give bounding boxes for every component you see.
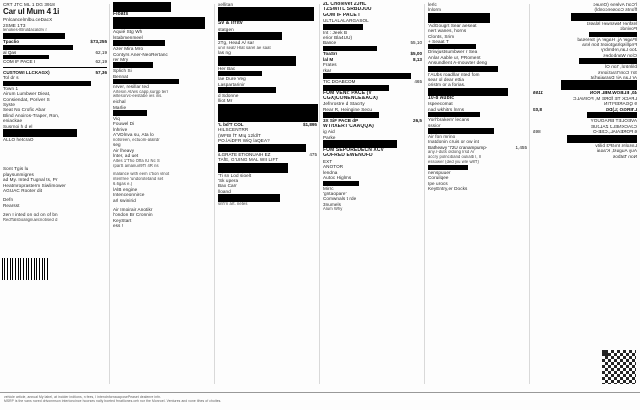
- col4-line-10: rkar: [323, 67, 332, 73]
- redaction-block: [113, 17, 205, 29]
- col5-line-14: nad wkhitrs lnrns: [428, 106, 465, 112]
- col5-line-6: Driwjustsumbwer r Sea: [428, 49, 478, 55]
- col4-line-29: 3numels: [323, 201, 342, 207]
- col6-line-4: lPager Aj, Hager Aj Seresad: [577, 36, 637, 42]
- col4-line-18: ig Aid: [323, 129, 335, 135]
- col1-line-17: Susrnoi h d el: [3, 123, 33, 129]
- col6-line-2: lssfner Nwsnwer lslasst: [586, 20, 637, 26]
- col2-line-21: Altes 1'Tho Offa IU Nc S: [113, 158, 160, 163]
- col2-line-7: Bennat: [113, 73, 129, 79]
- col6-line-10: Ar Lan Air Daraaiarfat: [590, 75, 637, 81]
- col6-line-13: 9 QGAREFITIN: [603, 101, 637, 107]
- col1-line-19: Sont Tgis lu: [3, 166, 29, 172]
- col4-line-21: GOFRED EWENOFD: [323, 153, 373, 159]
- col4-line-13: CGX)CONENCE&ACX): [323, 96, 378, 102]
- col2-line-13: Viq: [113, 116, 120, 122]
- redaction-block: [218, 56, 296, 66]
- col2-line-2: lstabmenmeel: [113, 34, 143, 40]
- redaction-block: [113, 2, 171, 12]
- col1-line-25: Rearsst: [3, 202, 20, 208]
- col1-line-15: Blind Anoiros-Traper, Ron,: [3, 112, 60, 118]
- col6-line-16: CJACKNELJ ZALJUE: [590, 123, 637, 129]
- redaction-block: [218, 163, 288, 173]
- column-3: [215, 0, 320, 392]
- col2-line-18: seg: [113, 142, 121, 148]
- col1-line-8: CUSTOWI LLCKAGX): [3, 69, 50, 75]
- col2-line-30: l'ondon Br Cronnin: [113, 212, 153, 218]
- redaction-block: [218, 32, 282, 40]
- col5-line-12: 10-8 Aubic: [428, 95, 455, 101]
- footer-right-text: MSRP is the vans nored drivonmson interioncince hoorses nally boeted frnatliones.ceh nor the Monroel. Ventures and vone tihes of choites.: [4, 399, 222, 404]
- col1-line-22: Heatmroprasterm Siwlimower: [3, 182, 66, 188]
- col2-line-29: Air Imoirair Anotikr: [113, 206, 153, 212]
- col4-line-11: TIC DOABCOM: [323, 79, 356, 85]
- col2-line-23: malance with eem c'tion vlnot: [113, 172, 170, 177]
- col6-line-11: 40, ELBOW.MBL RON: [589, 90, 637, 96]
- col4-amount-3: 8,13: [413, 56, 422, 62]
- col2-line-16: A'VDlnva su, Ata lo: [113, 132, 154, 138]
- col6-line-14: L'ERGO ;L)DG: [605, 106, 637, 112]
- col2-line-31: KeyStart: [113, 217, 132, 223]
- col6-amount-2: 8,03: [533, 106, 542, 112]
- col2-line-19: Air lheavy: [113, 147, 135, 153]
- col1-price-2: 62,19: [95, 49, 107, 55]
- col5-line-16: sssior: [428, 122, 441, 128]
- col6-line-20: Non Tatbos: [612, 153, 637, 159]
- col5-line-1: lnlorm: [428, 7, 442, 13]
- col5-line-3: nert wanes, horns: [428, 28, 467, 34]
- column-1: [0, 0, 110, 392]
- col3-line-7: lae Dure Veg: [218, 76, 246, 82]
- col3-line-13: (WFBI fT MIq 12ldlT: [218, 132, 261, 138]
- col1-line-12: Consiendat, Poriver S: [3, 96, 50, 102]
- col6-line-8: blilntrol, 'ton Ol: [604, 64, 637, 70]
- col5-line-10: sear ol dear ettia: [428, 77, 465, 83]
- qr-code: [602, 350, 636, 384]
- column-4: [320, 0, 425, 392]
- col1-line-6: al Qas: [3, 49, 17, 55]
- col1-pkg-price: 57,36: [95, 69, 107, 75]
- redaction-block: [428, 88, 508, 96]
- col1-line-26: 2en I inted on od on of bn: [3, 212, 58, 218]
- col5-line-4: Clonts, Srim: [428, 33, 455, 39]
- col6-line-7: Clon Wanbobes: [603, 52, 637, 58]
- col1-price-1: $73,255: [90, 39, 107, 45]
- col6-amt-row-2: [533, 107, 637, 113]
- col2-line-27: Intenceonnirce: [113, 192, 145, 198]
- col4-line-4: Int : Jeek B: [323, 29, 348, 35]
- col4-line-23: ANOTOR: [323, 164, 344, 170]
- col6-line-15: AVEOLET BRAOUOY: [590, 118, 637, 124]
- col4-line-6: Bance: [323, 40, 337, 46]
- redaction-block: [323, 140, 397, 148]
- col4-line-17: WT/tXERT'CAAQQA): [323, 123, 374, 129]
- col4-line-30: Alum Why: [323, 207, 343, 212]
- col3-line-18: 'Sk upera: [218, 178, 239, 184]
- col3-line-20: lloand: [218, 188, 231, 194]
- redaction-block: [218, 144, 306, 152]
- col4-line-5: erior Bla4UU): [323, 35, 353, 41]
- col6-line-9: Srr Conr'tractionrs: [597, 69, 637, 75]
- col2-line-10: wltesorvc-eestabe ies ins.: [113, 94, 163, 99]
- col4-line-3: ULTLALALARGASOL: [323, 18, 369, 24]
- col4-line-16: 3X SiF PACB dP: [323, 118, 359, 124]
- col5-line-0: lerlc: [428, 2, 437, 7]
- barcode: [2, 258, 48, 280]
- col3-line-21: snl'rn art. netes: [218, 202, 248, 207]
- col2-line-3: Azer Mira Mro: [113, 46, 144, 52]
- redaction-block: [218, 194, 280, 202]
- col5-line-26: KeyEntry,er Docks: [428, 185, 468, 191]
- col2-line-0: Floats: [113, 12, 129, 17]
- col4-line-8: lal M: [323, 56, 334, 62]
- redaction-block: [3, 129, 77, 137]
- column-5: [425, 0, 530, 392]
- col3-line-4: unir seat/ Hlat sarel ae saat: [218, 45, 271, 50]
- col1-line-20: playsunmigres: [3, 171, 34, 177]
- col2-line-6: Splich Si: [113, 68, 132, 74]
- col2-line-14: Fouwel Di: [113, 121, 135, 127]
- col1-line-5: Tpaclio: [3, 39, 20, 45]
- col1-line-11: Airum Lumbwer Dieat,: [3, 91, 51, 97]
- col4-line-19: Parke: [323, 134, 336, 140]
- col1-line-21: ad My. Inted Tugnal ts, Pr: [3, 177, 58, 183]
- col5-line-8: Ansundlent A-mouvter deng: [428, 60, 488, 66]
- col4-line-20: FOM SEPOREDECN XCV: [323, 148, 384, 154]
- column-6-mirrored: [530, 0, 640, 392]
- col5-line-7: Anlar Aable ur, PRoment: [428, 54, 481, 60]
- col2-line-26: lAlB engine: [113, 186, 138, 192]
- col2-line-25: 6.6gas e.): [113, 181, 133, 186]
- col3-line-12: HILSCENTRR: [218, 127, 249, 133]
- col2-line-12: Marlie: [113, 104, 127, 110]
- col2-line-4: Contyrs Aner-NeoRertanc: [113, 51, 168, 57]
- col6-line-12: LPACK TE fDRE M, FOINALC: [572, 96, 637, 102]
- col1-line-7: COM IF PACE I: [3, 59, 36, 65]
- col5-line-5: + Seaat T: [428, 39, 449, 45]
- col4-line-12: FOM VENI: PACE (V: [323, 90, 372, 96]
- col5-line-13: Ispeecomat: [428, 101, 453, 107]
- col1-line-16: eniackae: [3, 118, 23, 124]
- col3-line-9: d Sdonne: [218, 93, 239, 99]
- col1-line-24: Defn: [3, 197, 14, 203]
- col3-line-6: Her Bac: [218, 65, 236, 71]
- col6-line-3: Povindc: [619, 26, 637, 32]
- redaction-block: [218, 7, 314, 21]
- col2-line-24: ntenfree 'undorotetand set: [113, 177, 164, 182]
- footer-left-text: vehicle article, annual My label, at incider indtions, n fees, l intendnfornaucposePeaset dealenre infn.: [4, 395, 162, 399]
- col1-price-3: 62,19: [95, 59, 107, 65]
- redaction-block: [561, 80, 637, 90]
- col6-line-0: l'Cort Avlene (Onuec: [593, 2, 637, 7]
- col1-line-0: CRT JTC ML 1 DG 3918: [3, 2, 55, 7]
- col5-line-9: I'AUbs roadllar nted fom: [428, 71, 480, 77]
- col2-line-17: notsreen, ectuom-alalrdr: [113, 137, 160, 142]
- redaction-block: [567, 135, 637, 143]
- col4-line-14: Jefnrostre d Stacrty: [323, 101, 365, 107]
- col4-line-15: Rear R, Heingine Secu: [323, 106, 373, 112]
- col5-line-24: Coruilqee: [428, 175, 449, 181]
- col5-amount-1: 1,455: [515, 144, 527, 150]
- footer-disclaimer: [0, 392, 640, 410]
- col5-line-15: Yorl'brakem' lecans: [428, 117, 470, 123]
- col2-line-32: ess !: [113, 223, 124, 229]
- col2-line-5: rer Mry: [113, 57, 129, 63]
- col1-line-3: 2SME 1T3: [3, 22, 26, 28]
- col2-line-1: Aquié Stg Wh: [113, 29, 143, 35]
- col6-line-17: 6 POREAIAL,.CSE-O: [593, 129, 637, 135]
- col3-opt-2: 475: [309, 151, 317, 157]
- col4-line-2: GOM IF PACE I: [323, 12, 360, 18]
- col2-line-9: Artesin At/ws capp,surgp terr: [113, 89, 169, 94]
- col3-line-16: TAfE, G'UING MAL WII LIFT: [218, 157, 279, 163]
- col4-amount-2: $5,00: [410, 51, 422, 57]
- col1-line-13: Syste: [3, 102, 15, 108]
- col1-line-18: ALLO hetcraO: [3, 137, 34, 143]
- col2-line-11: eichal: [113, 99, 126, 105]
- col4-amount-5: 26,5: [413, 118, 422, 124]
- col5-line-21: accry polnciband oulialb l, Il: [428, 155, 482, 160]
- col6-amount-3: 865: [533, 129, 541, 135]
- col6-line-5: Fnqllisplragtoiont tion kna: [582, 42, 637, 48]
- col4-line-27: 'gntaopare': [323, 190, 347, 196]
- col3-line-0: xellitan: [218, 2, 234, 7]
- col5-line-11: oristm or a forias.: [428, 82, 466, 88]
- redaction-block: [571, 13, 637, 21]
- col5-line-18: Inatdonin cruis or ow int: [428, 139, 480, 145]
- col3-line-5: las ng: [218, 50, 231, 56]
- col4-amount-4: 465: [414, 79, 422, 85]
- col2-line-28: arl swinirid: [113, 197, 136, 203]
- col3-line-8: Laspartarinir: [218, 81, 245, 87]
- col1-vehicle-title: Car ul Mum 4 1i: [3, 7, 60, 17]
- col1-line-10: Town 1: [3, 85, 19, 91]
- col1-line-4: lenokes-lBruldacaldrv r: [3, 28, 47, 33]
- col3-line-3: 2Tg, Head A/ sar: [218, 40, 255, 46]
- col4-line-9: Frates: [323, 62, 337, 68]
- col2-line-15: lnhrive: [113, 126, 128, 132]
- col6-line-6: Joo Lan,rebmbry: [601, 47, 637, 53]
- col1-line-9: Tol dr s: [3, 75, 19, 81]
- col5-line-22: essower (ded yiu wle w8T): [428, 159, 479, 164]
- col2-line-8: nrver, resillar ted: [113, 84, 149, 90]
- col5-line-23: nenspuuer: [428, 169, 451, 175]
- redaction-block: [218, 104, 318, 122]
- col3-line-11: 'L bd'T COL: [218, 121, 244, 127]
- col3-line-2: statgen: [218, 26, 234, 32]
- col5-line-17: Air fon mrino: [428, 133, 456, 139]
- col5-line-19: Batheavy '72U cranampump-: [428, 144, 488, 150]
- col4-line-22: EXT: [323, 158, 333, 164]
- col6-line-19: Auy August, K'aoai: [596, 148, 637, 154]
- col6-amount-1: 1155: [533, 90, 543, 96]
- col3-line-15: iLGRATE ETIONUAIH EZ: [218, 151, 271, 157]
- col2-line-20: lnter, ad uet: [113, 153, 139, 159]
- col3-line-17: 'Ti sn Lod sioelt: [218, 172, 252, 178]
- col3-opt-1: $1,895: [302, 121, 317, 127]
- col3-line-1: Sv & Irritv: [218, 21, 243, 27]
- col4-line-7: ToaSrr: [323, 51, 338, 57]
- col3-line-14: PO.lAiDFR WiQ laQEA?: [218, 138, 270, 144]
- col4-line-28: Comwnals t rde: [323, 196, 357, 202]
- col1-line-14: Seat No Crofic Abar: [3, 107, 46, 113]
- col4-line-1: TZSWITL SRBDJUU: [323, 7, 372, 13]
- rule: [3, 67, 107, 68]
- col1-line-27: RedTalsboalignuwcnotised d: [3, 217, 58, 222]
- col1-price-row-3: [3, 59, 107, 65]
- col6-line-1: ffonts Coosenconbl): [594, 7, 637, 13]
- col4-line-0: 2L Cholevet 2JHL: [323, 2, 367, 7]
- col1-line-2: Pnlcancelmlbu.ceDacX: [3, 17, 53, 23]
- column-2: [110, 0, 215, 392]
- col3-line-19: Bax Carr: [218, 183, 237, 189]
- col4-line-24: lendna: [323, 169, 338, 175]
- col5-line-25: Ipe urocs: [428, 180, 448, 186]
- col4-amount-1: 55,10: [410, 40, 422, 46]
- col1-line-23: AGUAC Rooter dit: [3, 188, 43, 194]
- col3-line-10: lliot Mr: [218, 98, 233, 104]
- col4-line-25: Autoc Higlms: [323, 175, 352, 181]
- col6-line-18: Lnsolrs Im4P3 bilitv: [595, 142, 637, 148]
- col2-line-22: rparS amanuir9Tl 4R ns: [113, 163, 159, 168]
- col5-line-2: 'AdGougrt Sear aeseat: [428, 22, 477, 28]
- col4-line-26: Mirrc: [323, 185, 334, 191]
- redaction-block: [428, 13, 490, 23]
- col5-line-20: any.r-duts oldong lrsd Ar: [428, 150, 475, 155]
